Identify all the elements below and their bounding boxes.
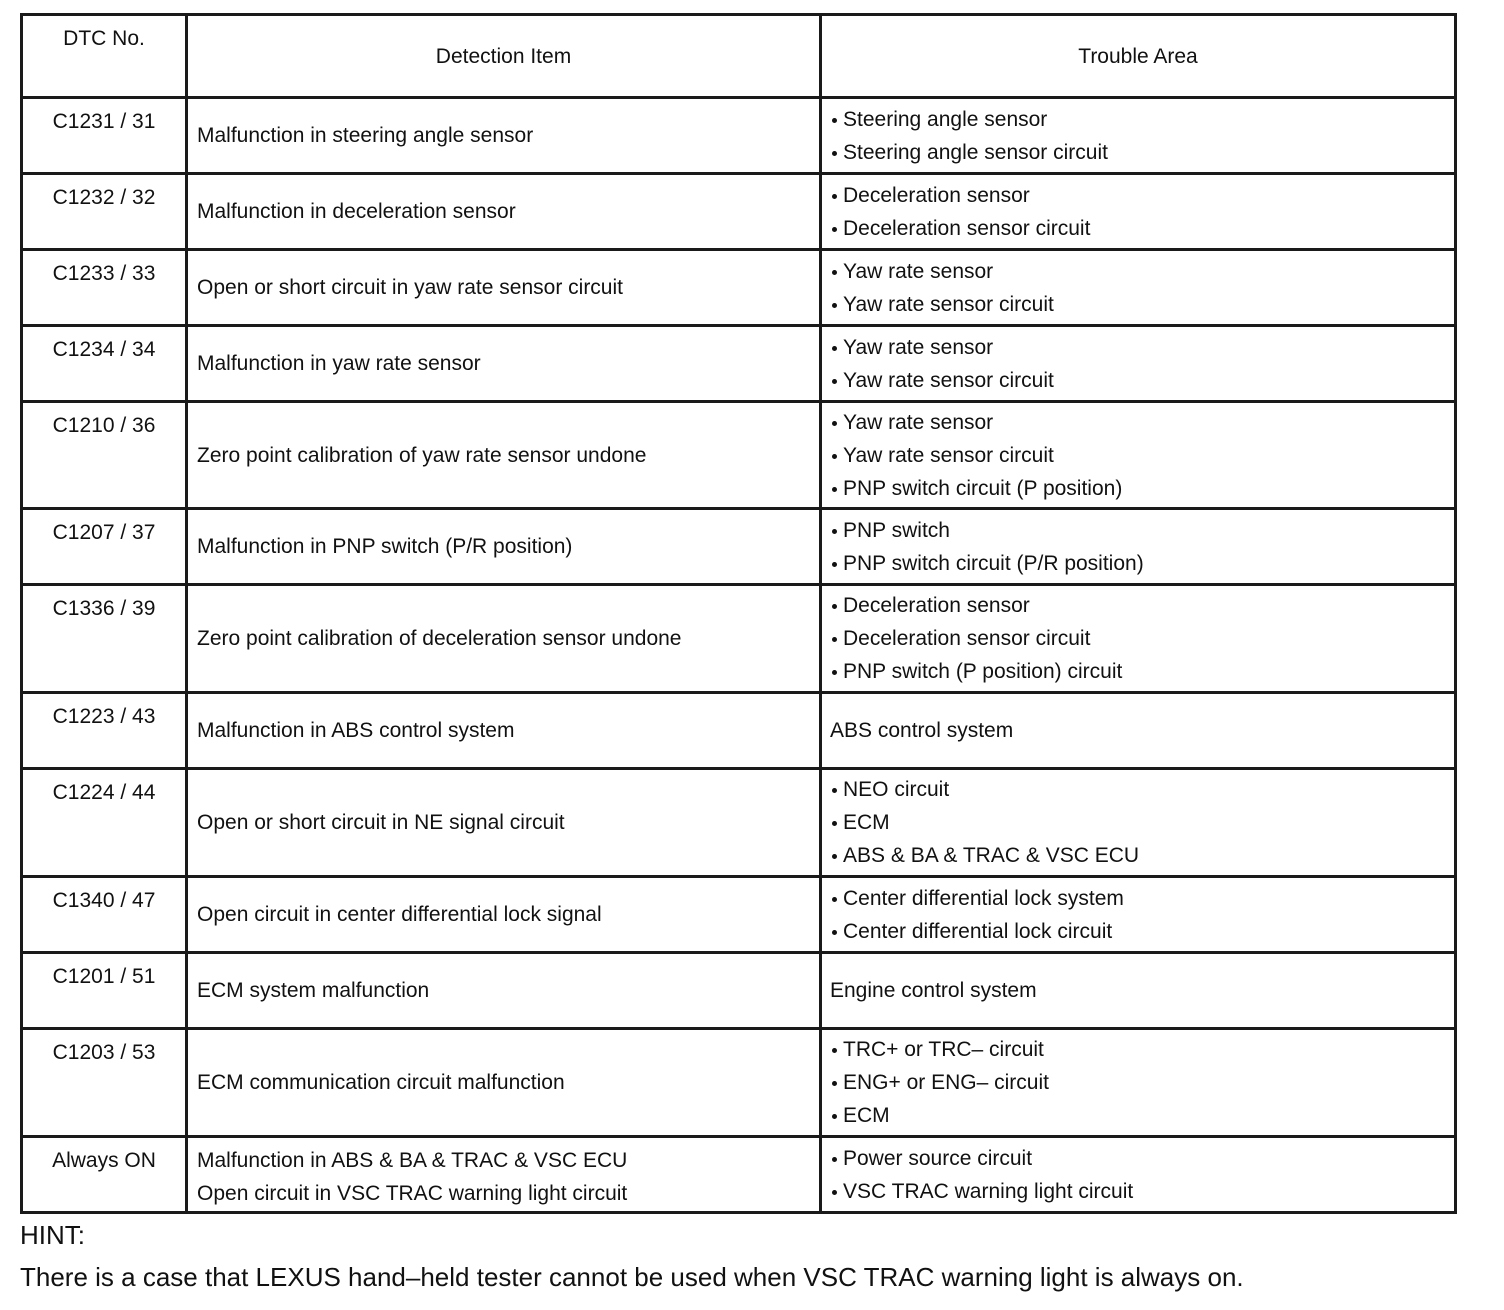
trouble-area-list	[830, 255, 1454, 321]
trouble-area-item: TRC+ or TRC– circuit	[830, 1033, 1454, 1066]
detection-item-text: Open circuit in VSC TRAC warning light circuit	[197, 1182, 628, 1205]
trouble-area-item: Yaw rate sensor circuit	[830, 439, 1454, 472]
dtc-code-cell: C1232 / 32	[22, 174, 187, 250]
table-row	[22, 98, 1456, 174]
trouble-area-item: PNP switch (P position) circuit	[830, 655, 1454, 688]
trouble-area-item: Deceleration sensor circuit	[830, 212, 1454, 245]
trouble-area-cell	[821, 174, 1456, 250]
detection-item-text: Open or short circuit in yaw rate sensor circuit	[197, 276, 623, 299]
trouble-area-list	[830, 882, 1454, 948]
detection-item-cell	[187, 769, 821, 877]
header-detection-item: Detection Item	[187, 15, 821, 98]
trouble-area-item: Yaw rate sensor	[830, 406, 1454, 439]
table-row	[22, 693, 1456, 769]
detection-item-cell	[187, 693, 821, 769]
detection-item-cell	[187, 585, 821, 693]
detection-item-cell	[187, 1029, 821, 1137]
detection-item-text: Open circuit in center differential lock signal	[197, 903, 602, 926]
trouble-area-item: PNP switch circuit (P position)	[830, 472, 1454, 505]
detection-item-cell	[187, 174, 821, 250]
detection-item-cell	[187, 509, 821, 585]
trouble-area-item: ECM	[830, 1099, 1454, 1132]
header-trouble-area: Trouble Area	[821, 15, 1456, 98]
dtc-code-cell: C1207 / 37	[22, 509, 187, 585]
trouble-area-item: PNP switch	[830, 514, 1454, 547]
dtc-code-cell: C1231 / 31	[22, 98, 187, 174]
dtc-code-cell: C1340 / 47	[22, 877, 187, 953]
trouble-area-cell	[821, 326, 1456, 402]
trouble-area-list	[830, 514, 1454, 580]
detection-item-cell	[187, 1137, 821, 1213]
trouble-area-item: PNP switch circuit (P/R position)	[830, 547, 1454, 580]
detection-item-cell	[187, 326, 821, 402]
detection-item-text: ECM communication circuit malfunction	[197, 1071, 565, 1094]
trouble-area-item: Yaw rate sensor	[830, 331, 1454, 364]
header-dtc-no: DTC No.	[22, 15, 187, 98]
trouble-area-cell	[821, 877, 1456, 953]
detection-item-text: Malfunction in deceleration sensor	[197, 200, 516, 223]
table-row	[22, 174, 1456, 250]
dtc-code-cell: C1234 / 34	[22, 326, 187, 402]
dtc-table	[20, 13, 1457, 1214]
trouble-area-item: NEO circuit	[830, 773, 1454, 806]
trouble-area-list	[830, 1033, 1454, 1132]
table-row	[22, 877, 1456, 953]
table-row	[22, 1137, 1456, 1213]
trouble-area-item: Yaw rate sensor	[830, 255, 1454, 288]
trouble-area-list	[830, 406, 1454, 505]
trouble-area-item: Center differential lock circuit	[830, 915, 1454, 948]
detection-item-text: Malfunction in yaw rate sensor	[197, 352, 481, 375]
trouble-area-list	[830, 589, 1454, 688]
detection-item-text: Malfunction in ABS & BA & TRAC & VSC ECU	[197, 1149, 628, 1172]
trouble-area-item: ENG+ or ENG– circuit	[830, 1066, 1454, 1099]
trouble-area-cell: Engine control system	[821, 953, 1456, 1029]
detection-item-text: Malfunction in PNP switch (P/R position)	[197, 535, 573, 558]
dtc-code-cell: C1224 / 44	[22, 769, 187, 877]
dtc-code-cell: C1203 / 53	[22, 1029, 187, 1137]
trouble-area-list	[830, 179, 1454, 245]
dtc-code-cell: C1201 / 51	[22, 953, 187, 1029]
detection-item-text: Malfunction in ABS control system	[197, 719, 515, 742]
dtc-code-cell: C1336 / 39	[22, 585, 187, 693]
table-body	[22, 98, 1456, 1213]
table-row	[22, 509, 1456, 585]
trouble-area-cell	[821, 402, 1456, 509]
table-row	[22, 953, 1456, 1029]
trouble-area-item: Yaw rate sensor circuit	[830, 364, 1454, 397]
trouble-area-item: ABS & BA & TRAC & VSC ECU	[830, 839, 1454, 872]
table-header-row	[22, 15, 1456, 98]
detection-item-cell	[187, 402, 821, 509]
hint-text: There is a case that LEXUS hand–held tester cannot be used when VSC TRAC warning light is always on.	[20, 1262, 1244, 1292]
dtc-code-cell: C1233 / 33	[22, 250, 187, 326]
table-row	[22, 402, 1456, 509]
trouble-area-item: Steering angle sensor circuit	[830, 136, 1454, 169]
detection-item-cell	[187, 877, 821, 953]
trouble-area-item: Deceleration sensor circuit	[830, 622, 1454, 655]
trouble-area-item: Deceleration sensor	[830, 179, 1454, 212]
trouble-area-cell	[821, 1029, 1456, 1137]
dtc-code-cell: C1223 / 43	[22, 693, 187, 769]
trouble-area-list	[830, 773, 1454, 872]
table-row	[22, 1029, 1456, 1137]
dtc-code-cell: C1210 / 36	[22, 402, 187, 509]
detection-item-cell	[187, 98, 821, 174]
table-row	[22, 585, 1456, 693]
table-row	[22, 250, 1456, 326]
trouble-area-cell	[821, 769, 1456, 877]
trouble-area-item: Steering angle sensor	[830, 103, 1454, 136]
trouble-area-item: Center differential lock system	[830, 882, 1454, 915]
trouble-area-item: Yaw rate sensor circuit	[830, 288, 1454, 321]
trouble-area-cell	[821, 250, 1456, 326]
trouble-area-cell	[821, 509, 1456, 585]
trouble-area-cell	[821, 585, 1456, 693]
trouble-area-item: ECM	[830, 806, 1454, 839]
detection-item-text: Open or short circuit in NE signal circuit	[197, 811, 565, 834]
hint-label: HINT:	[20, 1220, 85, 1250]
trouble-area-item: Power source circuit	[830, 1142, 1454, 1175]
detection-item-text: Malfunction in steering angle sensor	[197, 124, 534, 147]
trouble-area-list	[830, 1142, 1454, 1208]
trouble-area-item: Deceleration sensor	[830, 589, 1454, 622]
detection-item-text: ECM system malfunction	[197, 979, 430, 1002]
detection-item-cell	[187, 953, 821, 1029]
trouble-area-cell	[821, 1137, 1456, 1213]
table-row	[22, 326, 1456, 402]
detection-item-cell	[187, 250, 821, 326]
detection-item-text: Zero point calibration of yaw rate sensor undone	[197, 443, 647, 467]
dtc-code-cell: Always ON	[22, 1137, 187, 1213]
detection-item-text: Zero point calibration of deceleration sensor undone	[197, 627, 682, 650]
trouble-area-list	[830, 103, 1454, 169]
trouble-area-cell	[821, 98, 1456, 174]
trouble-area-list	[830, 331, 1454, 397]
hint-block	[20, 1214, 1490, 1298]
table-row	[22, 769, 1456, 877]
trouble-area-item: VSC TRAC warning light circuit	[830, 1175, 1454, 1208]
trouble-area-cell: ABS control system	[821, 693, 1456, 769]
